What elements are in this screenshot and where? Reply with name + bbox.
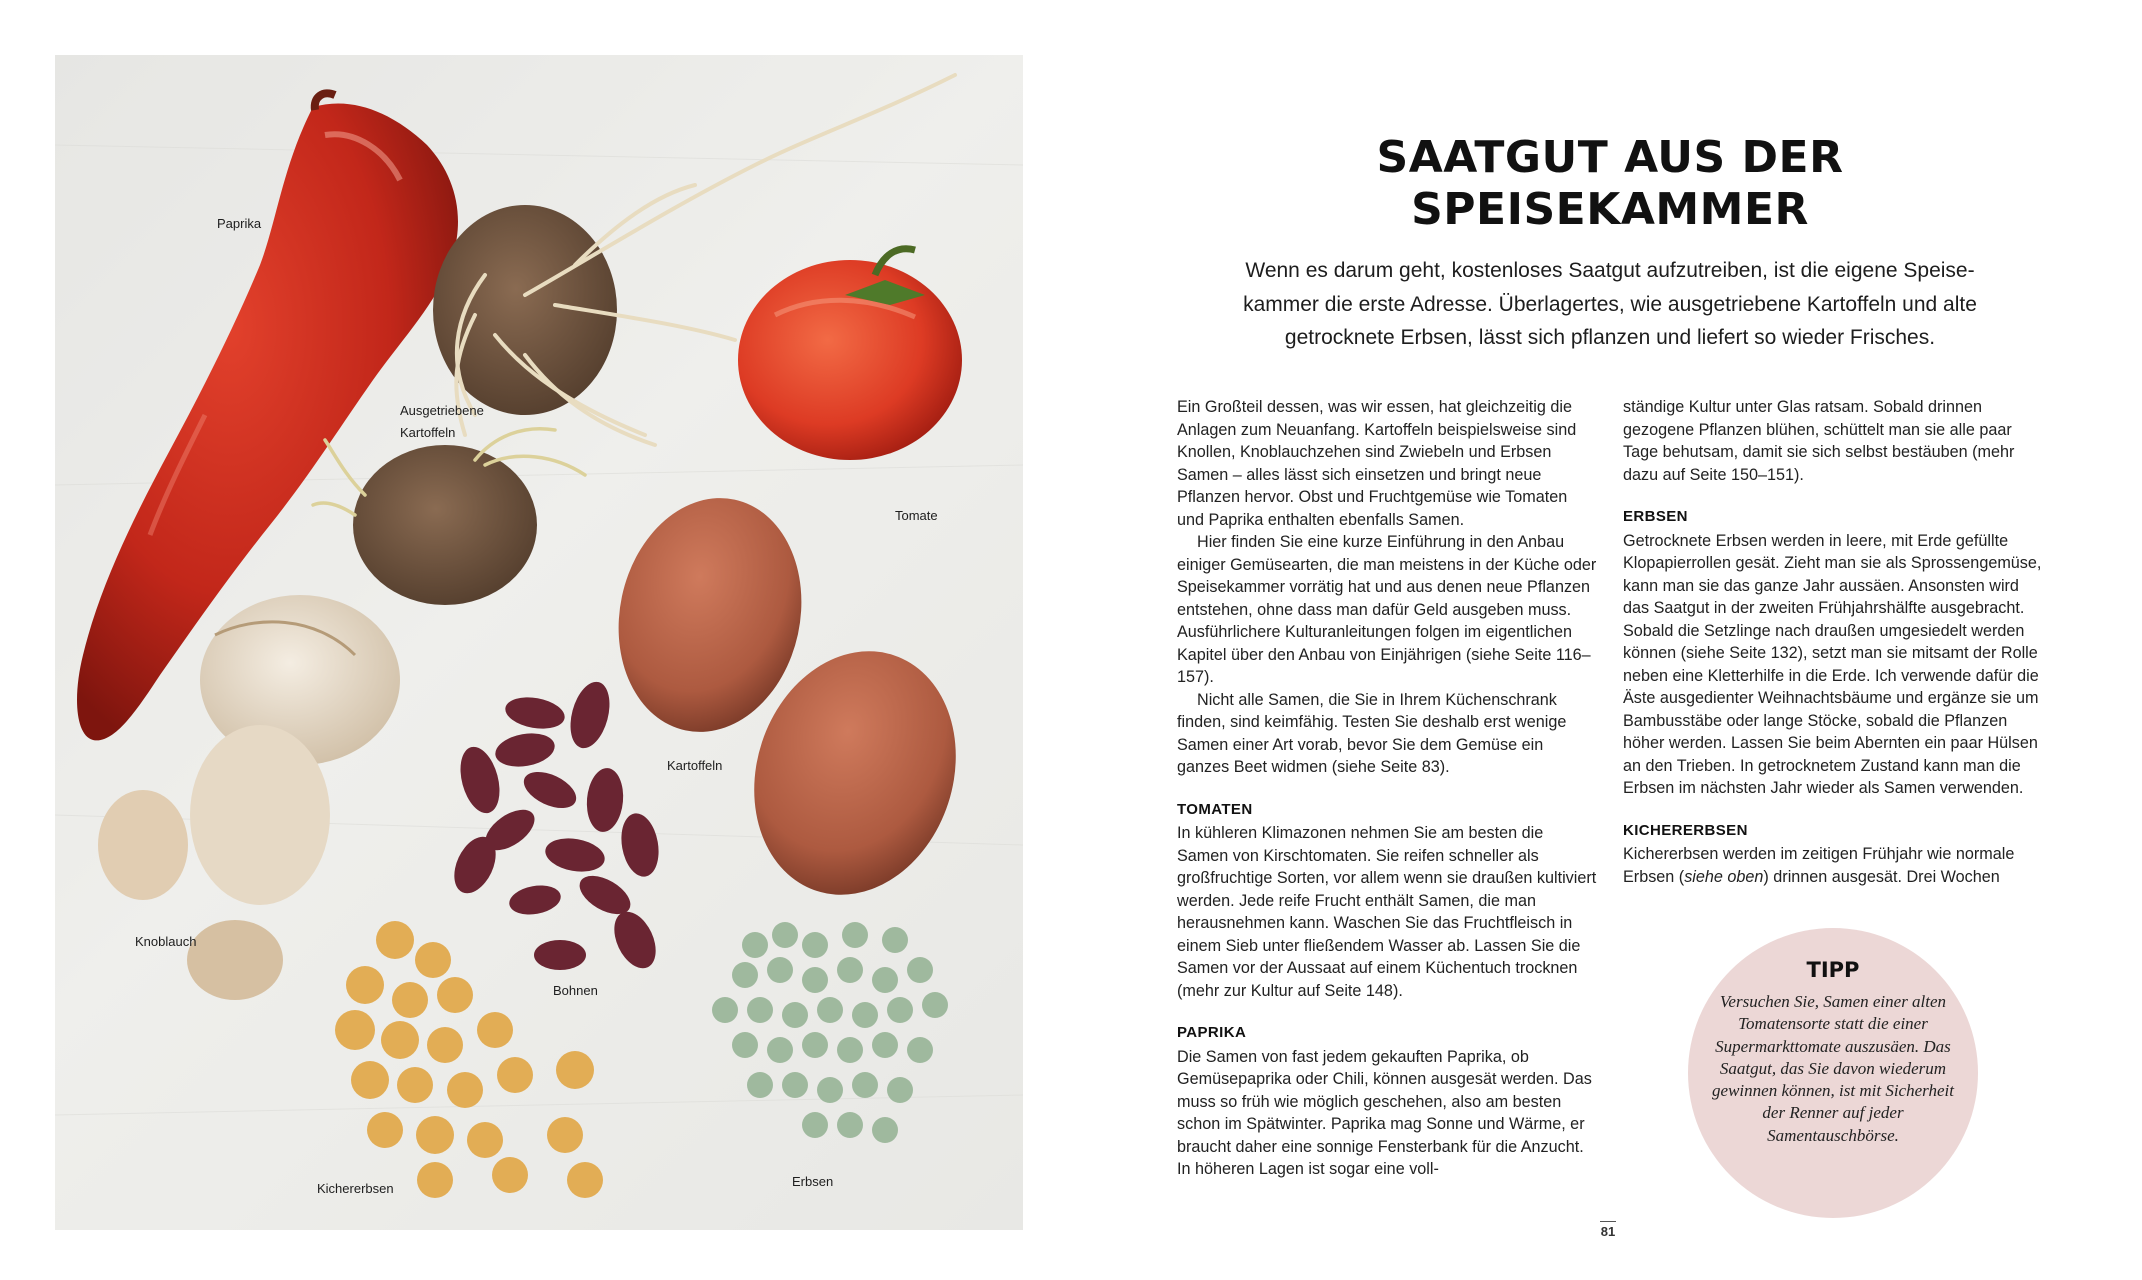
paragraph-paprika: Die Samen von fast jedem gekauften Paprika, ob Gemüsepaprika oder Chili, können ausgesät werden. Das muss so früh wie möglich geschehen, also am besten schon im Spätwinter. Paprika mag Sonne und Wärme, er braucht daher eine sonnige Fensterbank für die Anzucht. In höheren Lagen ist sogar eine voll-: [1177, 1047, 1592, 1178]
section-heading-kichererbsen: KICHERERBSEN: [1623, 821, 1748, 839]
kicher-text-b: ) drinnen ausgesät. Drei Wochen: [1763, 867, 2000, 886]
label-ausgetriebene-kartoffeln: [400, 400, 484, 444]
label-knoblauch: Knoblauch: [135, 934, 197, 949]
label-kichererbsen: Kichererbsen: [317, 1181, 394, 1196]
paragraph-erbsen: Getrocknete Erbsen werden in leere, mit Erde gefüllte Klopapierrollen gesät. Zieht man sie als Sprossengemüse, kann man sie das ganze Jahr aussäen. Ansonsten wird das Saatgut in der zweiten Frühjahrshälfte ausgebracht. Sobald die Setzlinge nach draußen umgesiedelt werden können (siehe Seite 132), setzt man sie mitsamt der Rolle neben eine Kletterhilfe in die Erde. Ich verwende dafür die Äste ausgedienter Weihnachtsbäume und ergänze sie um Bambusstäbe oder lange Stöcke, sobald die Pflanzen höher werden. Lassen Sie beim Abernten ein paar Hülsen an den Trieben. In getrocknetem Zustand kann man die Erbsen im nächsten Jahr wieder als Samen verwenden.: [1623, 531, 2042, 797]
intro-line2: kammer die erste Adresse. Überlagertes, wie ausgetriebene Kartoffeln und alte: [1243, 292, 1977, 316]
paragraph: Ein Großteil dessen, was wir essen, hat gleichzeitig die Anlagen zum Neuanfang. Kartoffeln beispielsweise sind Knollen, Knoblauchzehen sind Zwiebeln und Erbsen Samen – alles lässt sich einsetzen und bringt neue Pflanzen hervor. Obst und Fruchtgemüse wie Tomaten und Paprika enthalten ebenfalls Samen.: [1177, 398, 1577, 529]
paragraph-tomaten: In kühleren Klimazonen nehmen Sie am besten die Samen von Kirschtomaten. Sie reifen schneller als großfruchtige Sorten, vor allem wenn sie draußen kultiviert werden. Jede reife Frucht enthält Samen, die man herausnehmen kann. Waschen Sie das Fruchtfleisch in einem Sieb unter fließendem Wasser ab. Lassen Sie die Samen vor der Aussaat auf einem Küchentuch trocknen (mehr zur Kultur auf Seite 148).: [1177, 824, 1597, 1000]
label-erbsen: Erbsen: [792, 1174, 834, 1189]
vegetables-photo: [55, 55, 1023, 1230]
article-intro: [1215, 254, 2005, 355]
label-ausgetriebene-line1: Ausgetriebene: [400, 403, 484, 418]
section-heading-paprika: PAPRIKA: [1177, 1024, 1247, 1041]
label-ausgetriebene-line2: Kartoffeln: [400, 425, 456, 440]
paragraph: ständige Kultur unter Glas ratsam. Sobald drinnen gezogene Pflanzen blühen, schüttelt man sie alle paar Tage behutsam, damit sie sich selbst bestäuben (mehr dazu auf Seite 150–151).: [1623, 398, 2015, 484]
article-title: [1240, 132, 1980, 236]
article-title-line1: SAATGUT AUS DER: [1376, 132, 1844, 183]
paragraph: Hier finden Sie eine kurze Einführung in den Anbau einiger Gemüsearten, die man meistens in der Küche oder Speisekammer vorrätig hat und aus denen neue Pflanzen entstehen, ohne dass man dafür Geld ausgeben muss. Ausführlichere Kulturanleitungen folgen im eigentlichen Kapitel über den Anbau von Einjährigen (siehe Seite 116–157).: [1177, 533, 1597, 686]
label-paprika: Paprika: [217, 216, 262, 231]
article-title-line2: SPEISEKAMMER: [1411, 184, 1809, 235]
kicher-text-emphasis: siehe oben: [1684, 867, 1764, 886]
label-kartoffeln: Kartoffeln: [667, 758, 723, 773]
section-heading-tomaten: TOMATEN: [1177, 800, 1253, 818]
section-heading-erbsen: ERBSEN: [1623, 508, 1688, 525]
text-column-left: [1177, 396, 1597, 1181]
page-number-rule: [1600, 1221, 1616, 1222]
kicher-text-a: Kichererbsen werden im zeitigen Frühjahr wie normale Erbsen (: [1623, 845, 2015, 886]
text-column-right: [1623, 396, 2047, 888]
tip-text: Versuchen Sie, Samen einer alten Tomatensorte statt die einer Supermarkttomate auszusäen. Das Saatgut, das Sie davon wiederum gewinnen können, ist mit Sicherheit der Renner auf jeder Samentauschbörse.: [1712, 992, 1954, 1145]
vegetables-illustration: [55, 55, 1023, 1230]
paragraph: Nicht alle Samen, die Sie in Ihrem Küchenschrank finden, sind keimfähig. Testen Sie deshalb erst wenige Samen einer Art vorab, bevor Sie dem Gemüse ein ganzes Beet widmen (siehe Seite 83).: [1177, 690, 1567, 776]
label-tomate: Tomate: [895, 508, 938, 523]
label-bohnen: Bohnen: [553, 983, 598, 998]
paragraph-kichererbsen: [1623, 843, 2047, 888]
page-number: 81: [1600, 1224, 1616, 1239]
intro-line3: getrocknete Erbsen, lässt sich pflanzen und liefert so wieder Frisches.: [1284, 326, 1936, 349]
tip-circle: [1688, 928, 1978, 1218]
intro-line1: Wenn es darum geht, kostenloses Saatgut aufzutreiben, ist die eigene Speise-: [1245, 259, 1975, 282]
tip-title: TIPP: [1806, 958, 1860, 982]
